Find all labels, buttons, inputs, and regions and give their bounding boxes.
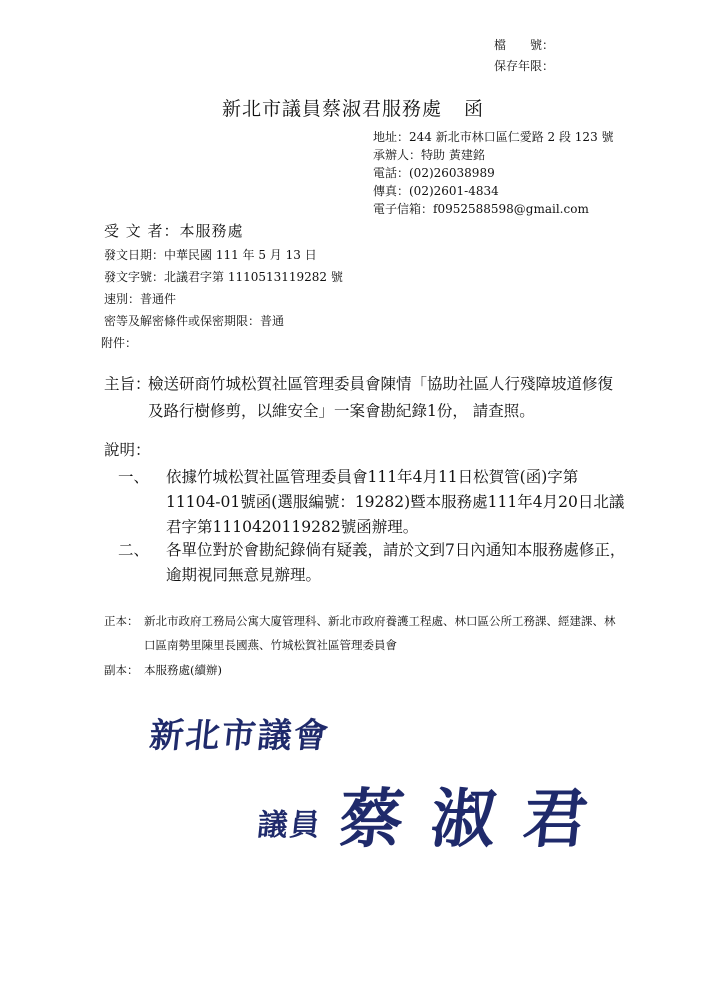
subject-text: 檢送研商竹城松賀社區管理委員會陳情「協助社區人行殘障坡道修復及路行樹修剪，以維安全」一案會勘紀錄1份， 請查照。	[148, 375, 614, 420]
file-number-label: 檔 號：	[494, 38, 555, 52]
main-distribution-label: 正本：	[104, 614, 139, 628]
email: 電子信箱：f0952588598@gmail.com	[373, 202, 589, 216]
council-seal-text: 新北市議會	[147, 716, 332, 756]
councillor-role-seal: 議員	[255, 808, 324, 843]
item-text: 依據竹城松賀社區管理委員會111年4月11日松賀管(函)字第11104-01號函(選服編號：19282)暨本服務處111年4月20日北議君字第1110420119282號函辦理。	[166, 468, 625, 536]
copy-distribution	[104, 658, 624, 682]
item-number: 一、	[118, 468, 150, 486]
handler: 承辦人：特助 黃建銘	[373, 148, 485, 162]
attachment: 附件：	[101, 336, 138, 350]
issuing-office: 新北市議員蔡淑君服務處	[222, 98, 443, 120]
explanation-item	[118, 465, 628, 540]
delivery-speed: 速別：普通件	[104, 292, 177, 306]
explanation-item	[118, 538, 628, 588]
recipient: 受 文 者：本服務處	[104, 222, 244, 240]
confidentiality: 密等及解密條件或保密期限：普通	[104, 314, 285, 328]
councillor-name-seal: 蔡淑君	[335, 783, 620, 857]
phone: 電話：(02)26038989	[373, 166, 495, 180]
item-text: 各單位對於會勘紀錄倘有疑義，請於文到7日內通知本服務處修正，逾期視同無意見辦理。	[166, 541, 626, 584]
subject	[104, 371, 624, 425]
item-number: 二、	[118, 541, 150, 559]
copy-distribution-text: 本服務處(續辦)	[144, 663, 222, 677]
copy-distribution-label: 副本：	[104, 663, 139, 677]
address: 地址：244 新北市林口區仁愛路 2 段 123 號	[373, 130, 614, 144]
issue-date: 發文日期：中華民國 111 年 5 月 13 日	[104, 248, 317, 262]
document-number: 發文字號：北議君字第 1110513119282 號	[104, 270, 343, 284]
document-title	[222, 94, 484, 121]
fax: 傳真：(02)2601-4834	[373, 184, 499, 198]
subject-label: 主旨：	[104, 375, 151, 393]
explanation-label: 說明：	[104, 441, 151, 459]
main-distribution	[104, 609, 624, 657]
main-distribution-text: 新北市政府工務局公寓大廈管理科、新北市政府養護工程處、林口區公所工務課、經建課、林口區南勢里陳里長國燕、竹城松賀社區管理委員會	[144, 614, 616, 652]
document-type: 函	[464, 98, 485, 120]
retention-period-label: 保存年限：	[494, 59, 555, 73]
